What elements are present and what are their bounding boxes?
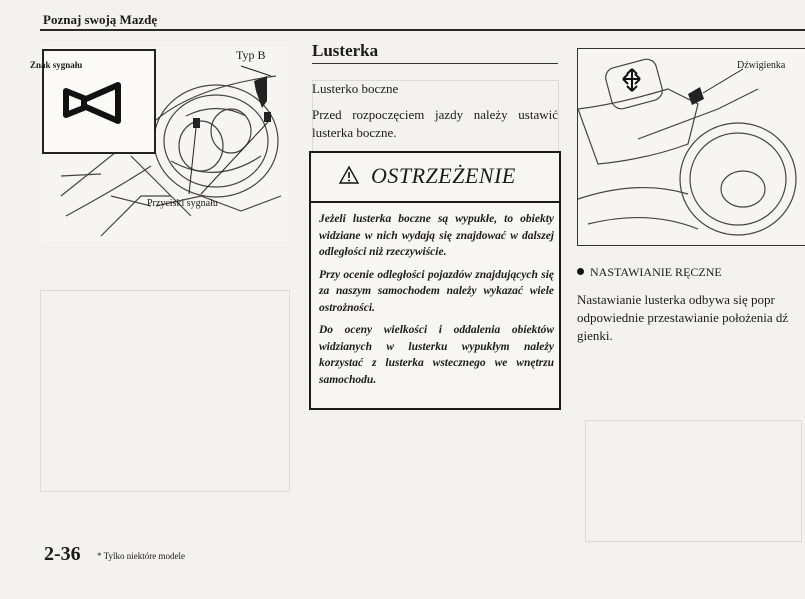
manual-adjust-text [577, 291, 805, 345]
manual-line: Nastawianie lusterka odbywa się popr [577, 292, 775, 307]
subsection-title: Lusterko boczne [312, 81, 399, 96]
horn-buttons-label: Przyciski sygnału [147, 198, 218, 209]
warning-paragraph: Jeżeli lusterka boczne są wypukłe, to obiekty widziane w nich wydają się znajdować w dalszej odległości niż rzeczywiście. [319, 213, 554, 258]
manual-line: odpowiednie przestawianie położenia dź [577, 310, 789, 325]
warning-text [319, 211, 554, 394]
section-title: Lusterka [312, 41, 379, 60]
warning-paragraph: Przy ocenie odległości pojazdów znajdujących się za naszym samochodem należy wykazać wiele ostrożności. [319, 268, 554, 314]
warning-header [311, 153, 559, 203]
warning-box [309, 151, 561, 410]
lever-label: Dźwigienka [737, 60, 786, 71]
header-rule [40, 29, 805, 31]
footnote: * Tylko niektóre modele [97, 551, 185, 561]
manual-adjust-heading-text: NASTAWIANIE RĘCZNE [590, 265, 722, 279]
mirror-lever-drawing [578, 49, 805, 245]
page-number: 2-36 [44, 543, 81, 565]
type-label: Typ B [236, 48, 266, 62]
warning-triangle-icon [338, 165, 360, 185]
ghost-box-left [40, 290, 290, 492]
page-header: Poznaj swoją Mazdę [43, 12, 158, 27]
warning-paragraph: Do oceny wielkości i oddalenia obiektów widzianych w lusterku wypukłym należy korzystać z lusterka wstecznego we wnętrzu samochodu. [319, 324, 554, 386]
manual-adjust-heading [577, 265, 722, 280]
horn-sign-label: Znak sygnału [30, 60, 83, 70]
warning-title: OSTRZEŻENIE [371, 163, 516, 188]
manual-line: gienki. [577, 328, 613, 343]
mirror-lever-illustration [577, 48, 805, 246]
intro-text: Przed rozpoczęciem jazdy należy ustawić lusterka boczne. [312, 107, 558, 140]
bullet-icon [577, 268, 584, 275]
section-rule [312, 63, 558, 64]
ghost-box-right [585, 420, 802, 542]
